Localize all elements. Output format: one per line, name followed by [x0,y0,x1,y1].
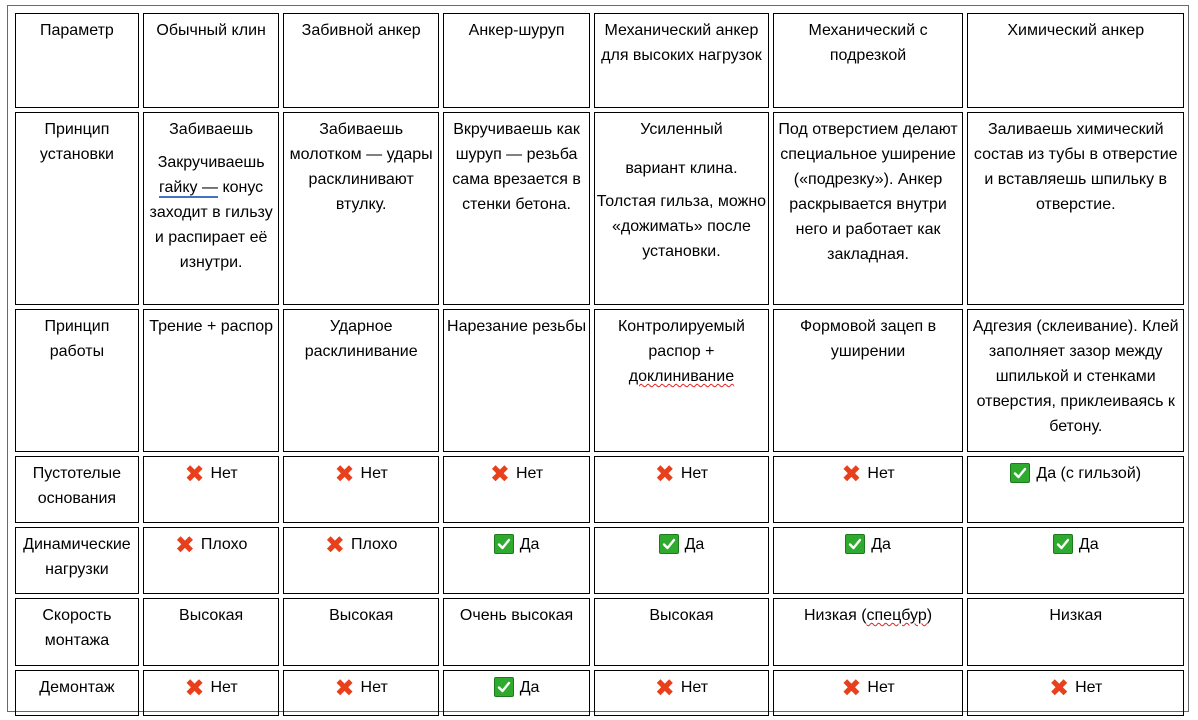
row-label-cell [15,670,139,716]
cell-text: Нет [1075,679,1103,696]
header-cell [143,13,280,108]
install-speed-row [15,598,1184,666]
row-label-cell [15,598,139,666]
cell-text: Нарезание резьбы [447,318,587,335]
comparison-table-frame [7,5,1189,712]
header-cell [443,13,590,108]
anchor-comparison-table [11,9,1188,720]
table-cell [967,527,1184,594]
row-label-cell [15,309,139,452]
header-row [15,13,1184,108]
table-cell [143,527,280,594]
cell-text: Нет [867,679,895,696]
cell-text: Высокая [179,607,244,624]
cross-mark-icon: ✖ [334,675,355,702]
table-cell [967,112,1184,305]
table-cell [594,456,768,523]
table-cell [773,112,964,305]
table-cell [967,670,1184,716]
check-mark-icon [845,534,865,554]
cell-text: Забиваешь молотком — удары расклинивают втулку. [289,121,433,213]
table-cell [443,112,590,305]
cell-text: Плохо [350,536,398,553]
table-cell [143,309,280,452]
table-cell [773,309,964,452]
header-label: Механический с подрезкой [808,22,928,64]
dismount-row [15,670,1184,716]
header-label: Механический анкер для высоких нагрузок [601,22,762,64]
table-cell [967,309,1184,452]
hollow-base-row [15,456,1184,523]
table-cell [594,527,768,594]
header-cell [15,13,139,108]
work-principle-row [15,309,1184,452]
table-cell [143,112,280,305]
cell-text: Нет [210,679,238,696]
table-cell [773,456,964,523]
cell-text: Нет [680,679,709,696]
cross-mark-icon: ✖ [654,461,675,488]
table-cell [443,309,590,452]
header-label: Химический анкер [1007,22,1145,39]
check-mark-icon [1010,463,1030,483]
cell-text: Нет [360,465,388,482]
cell-text: Адгезия (склеивание). Клей заполняет зазор между шпилькой и стенками отверстия, приклеиваясь к бетону. [972,318,1179,435]
cell-text: Закручиваешь гайку — конус заходит в гильзу и распирает её изнутри. [149,154,273,271]
row-label: Динамические нагрузки [23,536,131,578]
table-cell [143,456,280,523]
table-cell [443,527,590,594]
cell-text: Формовой зацеп в уширении [799,318,937,360]
cell-text: Нет [210,465,238,482]
table-cell [283,309,438,452]
header-label: Параметр [40,22,114,39]
cell-text: Плохо [200,536,248,553]
cell-text: Низкая ( [804,607,867,624]
header-cell [594,13,768,108]
cell-text: Да [871,536,891,553]
cell-text: Под отверстием делают специальное уширение («подрезку»). Анкер раскрывается внутри него и работает как закладная. [778,121,958,263]
cell-text: Нет [360,679,388,696]
row-label: Демонтаж [39,679,115,696]
cross-mark-icon: ✖ [654,675,675,702]
header-cell [773,13,964,108]
cell-text: Высокая [329,607,394,624]
check-mark-icon [494,677,514,697]
cell-text: Да [1078,536,1099,553]
cross-mark-icon: ✖ [174,532,195,559]
cross-mark-icon: ✖ [489,461,510,488]
check-mark-icon [494,534,514,554]
row-label: Принцип работы [44,318,110,360]
cell-text: Да [519,536,540,553]
cell-text: вариант клина. [625,160,738,177]
table-cell [283,456,438,523]
table-cell [773,527,964,594]
table-cell [443,598,590,666]
cell-text: Да (с гильзой) [1036,465,1142,482]
header-cell [283,13,438,108]
cell-text: Забиваешь [169,121,254,138]
cross-mark-icon: ✖ [841,461,862,488]
row-label: Пустотелые основания [32,465,122,507]
cell-text: Высокая [649,607,714,624]
underlined-text: гайку — [159,179,218,196]
spellcheck-word: спецбур [866,607,927,624]
header-cell [967,13,1184,108]
cell-text: Вкручиваешь как шуруп — резьба сама врезается в стенки бетона. [452,121,581,213]
cell-text: Контролируемый распор + [617,318,745,360]
cross-mark-icon: ✖ [841,675,862,702]
table-cell [443,456,590,523]
cell-text: Толстая гильза, можно «дожимать» после установки. [596,193,767,260]
dynamic-loads-row [15,527,1184,594]
table-cell [143,670,280,716]
table-cell [773,670,964,716]
row-label-cell [15,527,139,594]
table-cell [283,598,438,666]
table-cell [594,309,768,452]
cell-text: Усиленный [640,121,723,138]
check-mark-icon [659,534,679,554]
cell-text: Ударное расклинивание [304,318,418,360]
cross-mark-icon: ✖ [184,675,205,702]
cross-mark-icon: ✖ [184,461,205,488]
cell-text: Нет [680,465,709,482]
cell-text: Очень высокая [459,607,574,624]
table-cell [967,456,1184,523]
cell-text: Нет [515,465,544,482]
cell-text: Низкая [1049,607,1103,624]
cross-mark-icon: ✖ [324,532,345,559]
table-cell [283,112,438,305]
table-cell [594,112,768,305]
table-cell [443,670,590,716]
header-label: Анкер-шуруп [468,22,565,39]
row-label-cell [15,456,139,523]
row-label-cell [15,112,139,305]
spellcheck-word: доклинивание [628,368,735,385]
header-label: Забивной анкер [301,22,421,39]
install-principle-row [15,112,1184,305]
table-cell [283,527,438,594]
row-label: Скорость монтажа [42,607,112,649]
cell-text: Трение + распор [149,318,274,335]
check-mark-icon [1053,534,1073,554]
table-cell [967,598,1184,666]
cell-text: Заливаешь химический состав из тубы в отверстие и вставляешь шпильку в отверстие. [973,121,1178,213]
cell-text: Да [684,536,705,553]
header-label: Обычный клин [156,22,266,39]
table-cell [594,598,768,666]
row-label: Принцип установки [39,121,114,163]
cell-text: Нет [867,465,895,482]
cross-mark-icon: ✖ [334,461,355,488]
table-cell: Низкая (спецбур) [773,598,964,666]
cell-text: Да [519,679,540,696]
table-cell [594,670,768,716]
table-cell [143,598,280,666]
table-cell [283,670,438,716]
cross-mark-icon: ✖ [1049,675,1070,702]
